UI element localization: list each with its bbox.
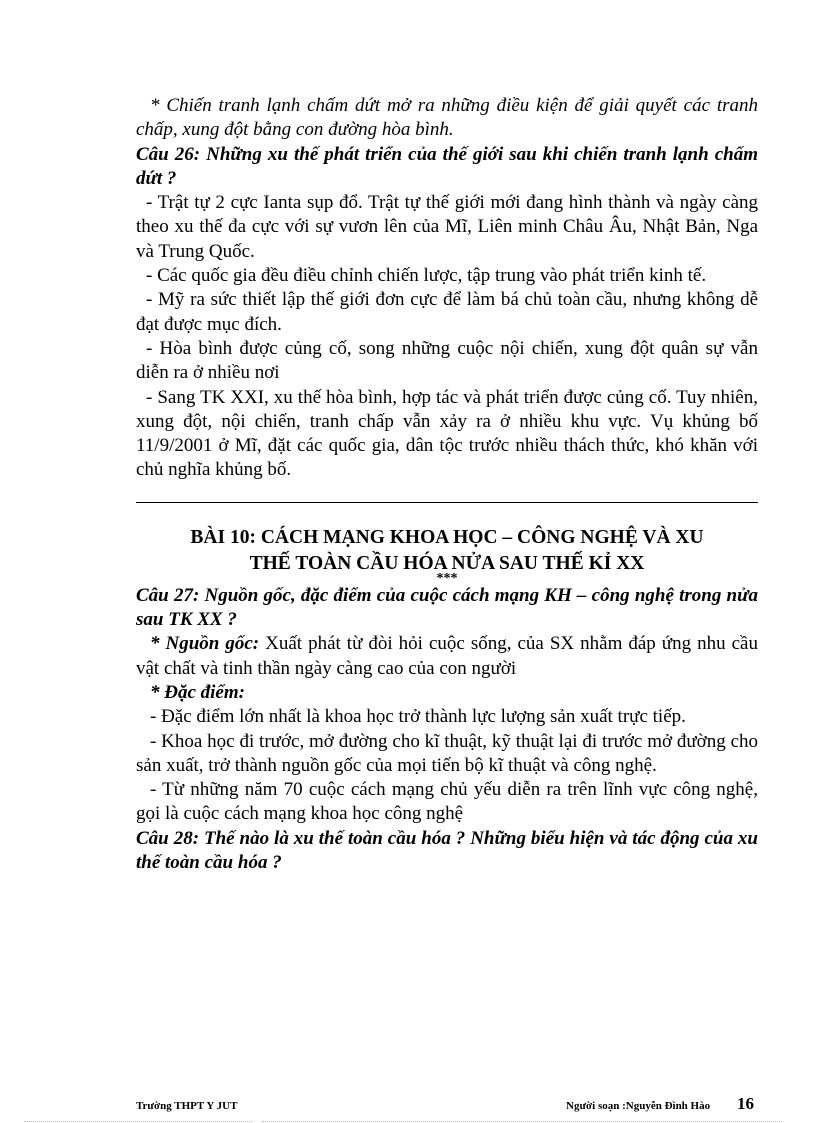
q27-origin bbox=[136, 632, 758, 681]
q26-item-5: - Sang TK XXI, xu thế hòa bình, hợp tác và phát triển được củng cố. Tuy nhiên, xung đột, nội chiến, tranh chấp vẫn xảy ra ở nhiều khu vực. Vụ khủng bố 11/9/2001 ở Mĩ, đặt các quốc gia, dân tộc trước nhiều thách thức, khó khăn với chủ nghĩa khủng bố. bbox=[136, 386, 758, 481]
q26-item-2: - Các quốc gia đều điều chỉnh chiến lược, tập trung vào phát triển kinh tế. bbox=[146, 265, 707, 287]
lesson-heading bbox=[136, 525, 758, 577]
q27-feature-heading bbox=[136, 681, 758, 705]
question-28-title: Câu 28: Thế nào là xu thế toàn cầu hóa ? Những biểu hiện và tác động của xu thế toàn cầu hóa ? bbox=[136, 827, 758, 874]
q26-item-3: - Mỹ ra sức thiết lập thế giới đơn cực để làm bá chủ toàn cầu, nhưng không dễ đạt được mục đích. bbox=[136, 289, 758, 335]
footer-author: Người soạn :Nguyễn Đình Hào bbox=[566, 1100, 711, 1112]
page-number: 16 bbox=[737, 1094, 754, 1113]
q27-item-2: - Khoa học đi trước, mở đường cho kĩ thuật, kỹ thuật lại đi trước mở đường cho sản xuất, trở thành nguồn gốc của mọi tiến bộ kĩ thuật và công nghệ. bbox=[136, 730, 758, 776]
feature-label: * Đặc điểm: bbox=[150, 681, 245, 703]
origin-text: Xuất phát từ đòi hỏi cuộc sống, của SX nhằm đáp ứng nhu cầu vật chất và tinh thần ngày càng cao của con người bbox=[136, 633, 758, 679]
lesson-heading-line-1: BÀI 10: CÁCH MẠNG KHOA HỌC – CÔNG NGHỆ VÀ XU bbox=[190, 526, 704, 548]
lesson-heading-line-2: THẾ TOÀN CẦU HÓA NỬA SAU THẾ KỈ XX bbox=[249, 552, 645, 574]
question-27-title: Câu 27: Nguồn gốc, đặc điểm của cuộc cách mạng KH – công nghệ trong nửa sau TK XX ? bbox=[136, 584, 758, 631]
origin-label: * Nguồn gốc: bbox=[150, 633, 260, 655]
heading-stars: *** bbox=[436, 570, 458, 586]
q27-item-1: - Đặc điểm lớn nhất là khoa học trở thành lực lượng sản xuất trực tiếp. bbox=[150, 706, 686, 728]
question-26-title: Câu 26: Những xu thế phát triển của thế giới sau khi chiến tranh lạnh chấm dứt ? bbox=[136, 143, 758, 189]
q26-item-1: - Trật tự 2 cực Ianta sụp đổ. Trật tự thế giới mới đang hình thành và ngày càng theo xu thế đa cực với sự vươn lên của Mĩ, Liên minh Châu Âu, Nhật Bản, Nga và Trung Quốc. bbox=[136, 192, 758, 262]
intro-paragraph: * Chiến tranh lạnh chấm dứt mở ra những điều kiện để giải quyết các tranh chấp, xung đột bằng con đường hòa bình. bbox=[136, 95, 758, 141]
q26-item-4: - Hòa bình được củng cố, song những cuộc nội chiến, xung đột quân sự vẫn diễn ra ở nhiều nơi bbox=[136, 337, 758, 384]
section-divider bbox=[136, 502, 758, 503]
q27-item-3: - Từ những năm 70 cuộc cách mạng chủ yếu diễn ra trên lĩnh vực công nghệ, gọi là cuộc cách mạng khoa học công nghệ bbox=[136, 779, 758, 825]
footer-dotted-line-left bbox=[24, 1121, 252, 1122]
page-content bbox=[136, 94, 758, 875]
footer-dotted-line-right bbox=[262, 1121, 782, 1122]
footer-school: Trường THPT Y JUT bbox=[136, 1100, 238, 1112]
